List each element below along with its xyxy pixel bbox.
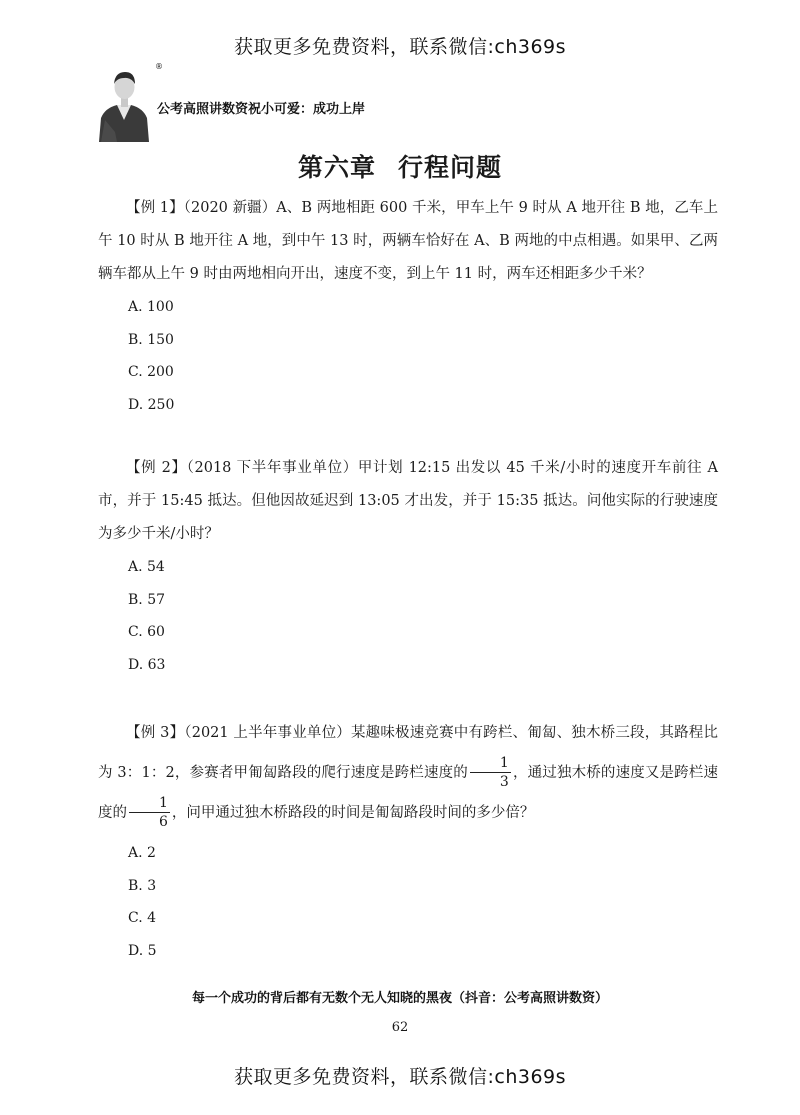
question-body: ，通过独木桥的速度又是跨栏速度的 xyxy=(98,765,718,821)
watermark-top: 获取更多免费资料，联系微信:ch369s xyxy=(233,36,567,58)
question-text xyxy=(98,192,718,291)
fraction-one-third xyxy=(470,756,511,789)
chapter-name: 行程问题 xyxy=(398,153,503,182)
option-d: D. 63 xyxy=(128,656,166,673)
option-c: C. 4 xyxy=(128,910,157,926)
question-label: 【例 3】 xyxy=(126,725,185,741)
option-d: D. 250 xyxy=(128,396,175,413)
fraction-one-sixth xyxy=(129,796,170,829)
question-2 xyxy=(98,452,718,681)
question-3 xyxy=(98,713,718,967)
page-number: 62 xyxy=(391,1020,409,1035)
watermark-bottom: 获取更多免费资料，联系微信:ch369s xyxy=(233,1066,567,1088)
option-b: B. 150 xyxy=(128,331,174,348)
option-a: A. 100 xyxy=(128,299,174,315)
option-c: C. 60 xyxy=(128,624,165,640)
presenter-photo xyxy=(95,60,153,142)
option-a: A. 2 xyxy=(128,845,156,861)
option-b: B. 57 xyxy=(128,591,166,608)
chapter-number: 第六章 xyxy=(297,153,376,182)
header xyxy=(95,60,695,144)
question-body: （2020 新疆）A、B 两地相距 600 千米，甲车上午 9 时从 A 地开往 B 地，乙车上午 10 时从 B 地开往 A 地，到中午 13 时，两辆车恰好在 A、B 两地的中点相遇。如果甲、乙两辆车都从上午 9 时由两地相向开出，速度不变，到上午 11 时，两车还相距多少千米？ xyxy=(98,200,718,282)
numerator: 1 xyxy=(129,796,170,813)
question-text xyxy=(98,452,718,551)
question-label: 【例 1】 xyxy=(126,200,184,216)
question-1 xyxy=(98,192,718,421)
option-b: B. 3 xyxy=(128,877,157,894)
registered-mark: ® xyxy=(155,62,163,71)
question-label: 【例 2】 xyxy=(126,460,187,476)
footer-slogan: 每一个成功的背后都有无数个无人知晓的黑夜（抖音：公考高照讲数资） xyxy=(191,991,608,1006)
option-d: D. 5 xyxy=(128,942,157,959)
header-slogan: 公考高照讲数资祝小可爱：成功上岸 xyxy=(157,102,366,117)
denominator: 6 xyxy=(159,813,168,830)
question-text xyxy=(98,713,718,833)
denominator: 3 xyxy=(499,773,509,790)
question-body: ，问甲通过独木桥路段的时间是匍匐路段时间的多少倍？ xyxy=(171,805,535,821)
option-c: C. 200 xyxy=(128,364,174,380)
chapter-title xyxy=(0,148,800,184)
numerator: 1 xyxy=(470,756,511,773)
question-body: （2021 上半年事业单位）某趣味极速竞赛中有跨栏、匍匐、独木桥三段，其路程比为 3：1：2，参赛者甲匍匐路段的爬行速度是跨栏速度的 xyxy=(98,725,718,781)
option-a: A. 54 xyxy=(128,559,165,575)
question-body: （2018 下半年事业单位）甲计划 12:15 出发以 45 千米/小时的速度开车前往 A 市，并于 15:45 抵达。但他因故延迟到 13:05 才出发，并于 15:35 抵达。问他实际的行驶速度为多少千米/小时？ xyxy=(98,460,718,542)
